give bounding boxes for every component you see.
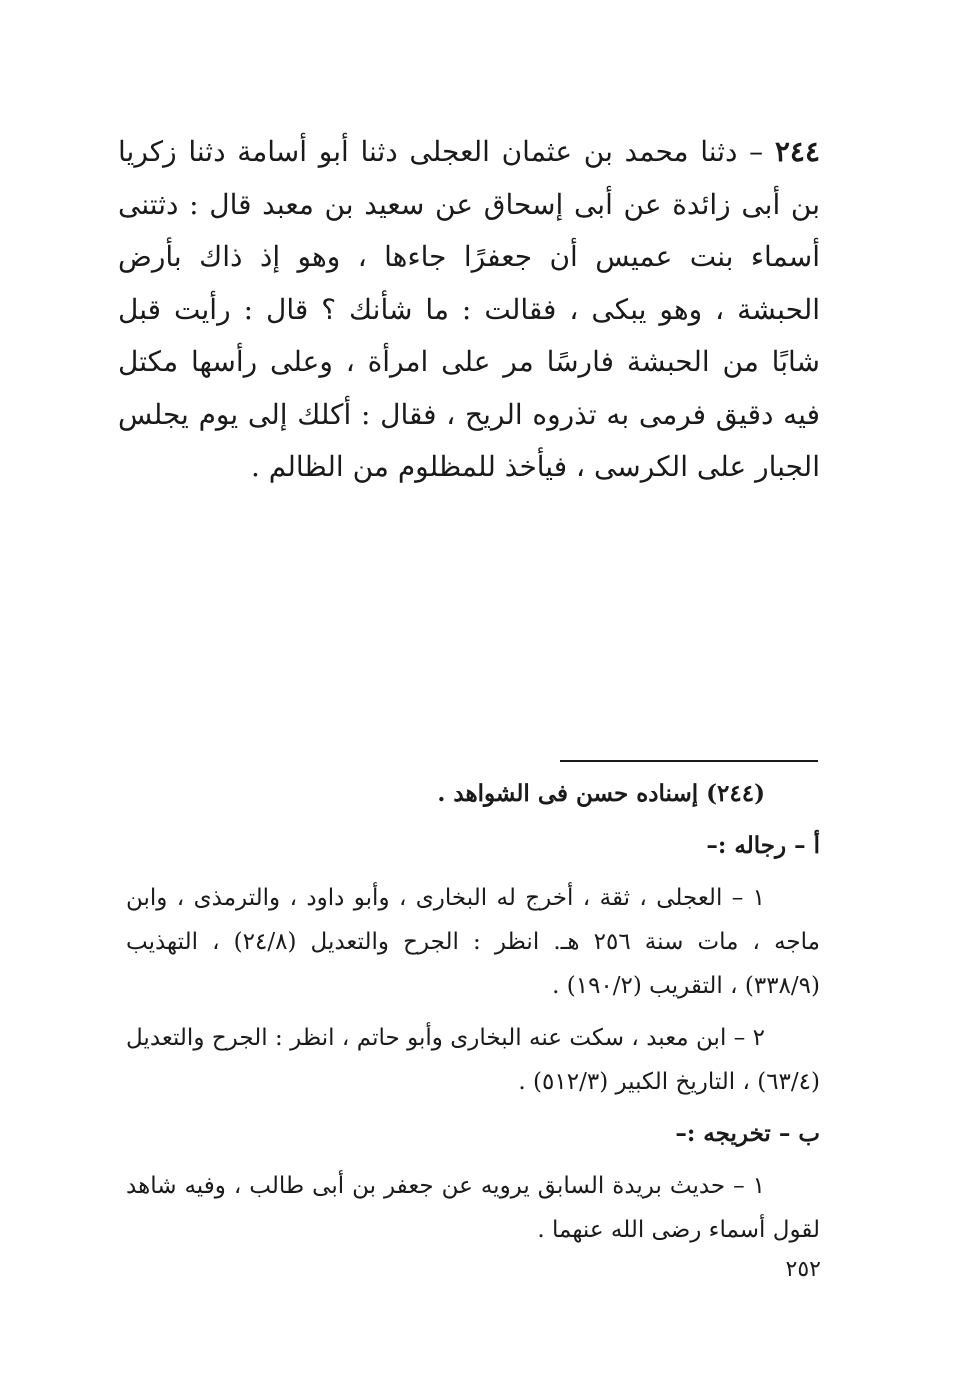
hadith-text-block <box>118 126 820 494</box>
hadith-text: – دثنا محمد بن عثمان العجلى دثنا أبو أسامة دثنا زكريا بن أبى زائدة عن أبى إسحاق عن سعيد بن معبد قال : دثتنى أسماء بنت عميس أن جعفرًا جاءها ، وهو إذ ذاك بأرض الحبشة ، وهو يبكى ، فقالت : ما شأنك ؟ قال : رأيت قبل شابًا من الحبشة فارسًا مر على امرأة ، وعلى رأسها مكتل فيه دقيق فرمى به تذروه الريح ، فقال : أكلك إلى يوم يجلس الجبار على الكرسى ، فيأخذ للمظلوم من الظالم . <box>118 135 821 483</box>
page-number: ٢٥٢ <box>785 1257 821 1282</box>
hadith-number: ٢٤٤ <box>774 135 820 168</box>
footnote-title: (٢٤٤) إسناده حسن فى الشواهد . <box>437 780 765 807</box>
footnote-divider <box>560 760 818 762</box>
section-b-heading: ب – تخريجه :– <box>675 1120 820 1147</box>
section-a-heading: أ – رجاله :– <box>706 832 820 859</box>
footnote-a1: ١ – العجلى ، ثقة ، أخرج له البخارى ، وأبو داود ، والترمذى ، وابن ماجه ، مات سنة ٢٥٦ هـ. انظر : الجرح والتعديل (٢٤/٨) ، التهذيب (٣٣٨/٩) ، التقريب (١٩٠/٢) . <box>126 885 820 999</box>
footnote-b1: ١ – حديث بريدة السابق يرويه عن جعفر بن أبى طالب ، وفيه شاهد لقول أسماء رضى الله عنهما . <box>126 1173 820 1243</box>
footnotes-block <box>126 772 820 1252</box>
footnote-a2: ٢ – ابن معبد ، سكت عنه البخارى وأبو حاتم ، انظر : الجرح والتعديل (٦٣/٤) ، التاريخ الكبير (٥١٢/٣) . <box>126 1025 820 1095</box>
